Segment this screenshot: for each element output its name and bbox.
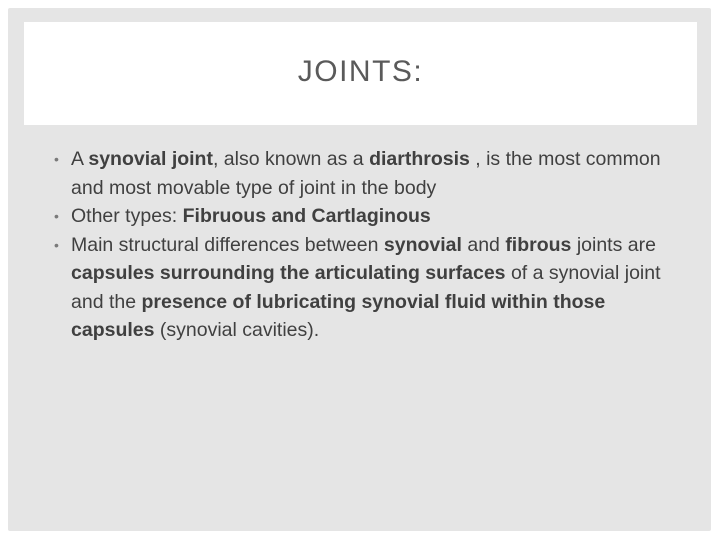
bullet-item [51, 145, 671, 202]
bullet-text: and [461, 233, 506, 256]
bullet-text-bold: capsules surrounding the articulating surfaces [71, 262, 506, 284]
bullet-text: joints are [571, 233, 656, 256]
bullet-text: of a synovial joint and the [71, 262, 661, 313]
bullet-text-bold: diarthrosis [369, 148, 470, 170]
bullet-item [51, 202, 671, 231]
bullet-text: , also known as a [212, 148, 370, 170]
slide-title: JOINTS: [297, 55, 424, 88]
bullet-list [51, 145, 671, 345]
bullet-icon: • [54, 208, 59, 224]
bullet-text-bold: synovial joint [88, 148, 213, 170]
bullet-text-bold: Fibruous and Cartlaginous [182, 205, 431, 227]
bullet-text-bold: presence of lubricating synovial fluid within those capsules [71, 290, 606, 341]
bullet-icon: • [54, 236, 59, 253]
bullet-text: (synovial cavities). [154, 319, 320, 341]
bullet-item [51, 231, 671, 345]
bullet-text: Main structural differences between [71, 233, 384, 256]
title-box [24, 22, 697, 125]
bullet-text-bold: fibrous [505, 233, 572, 256]
bullet-icon: • [54, 151, 59, 167]
bullet-text: Other types: [71, 205, 183, 227]
bullet-text: A [71, 148, 89, 170]
bullet-text: , is the most common and most movable type of joint in the body [71, 148, 661, 199]
bullet-text-bold: synovial [383, 233, 462, 256]
